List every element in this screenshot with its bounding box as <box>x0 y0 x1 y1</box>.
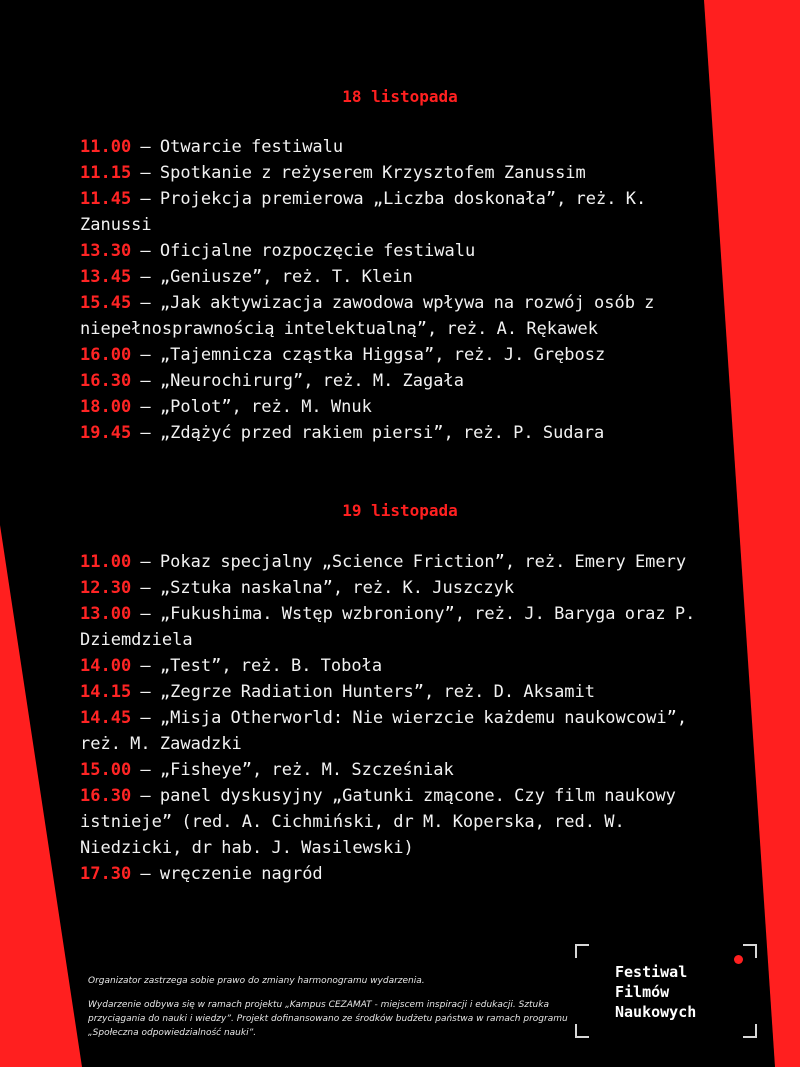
entry-separator: – <box>131 708 160 728</box>
logo-line-2: Filmów <box>615 983 670 1001</box>
entry-description: „Misja Otherworld: Nie wierzcie każdemu naukowcowi”, reż. M. Zawadzki <box>80 708 688 754</box>
day1-heading: 18 listopada <box>342 87 458 106</box>
schedule-entry <box>80 290 720 342</box>
schedule-entry <box>80 394 720 420</box>
entry-time: 13.00 <box>80 604 132 624</box>
logo-corner-bottom-left <box>575 1024 589 1038</box>
schedule-entry <box>80 264 720 290</box>
day2-schedule <box>80 549 720 887</box>
entry-time: 11.00 <box>80 137 132 157</box>
schedule-entry <box>80 238 720 264</box>
entry-description: „Zdążyć przed rakiem piersi”, reż. P. Sudara <box>159 423 605 443</box>
entry-description: „Neurochirurg”, reż. M. Zagała <box>159 371 464 391</box>
entry-time: 19.45 <box>80 423 132 443</box>
entry-description: Otwarcie festiwalu <box>159 137 344 157</box>
entry-description: „Test”, reż. B. Toboła <box>159 656 383 676</box>
logo-line-1: Festiwal <box>615 963 688 981</box>
footer-notes <box>88 974 568 1040</box>
entry-time: 13.45 <box>80 267 132 287</box>
entry-description: „Zegrze Radiation Hunters”, reż. D. Aksamit <box>159 682 596 702</box>
day2-heading: 19 listopada <box>342 501 458 520</box>
entry-time: 14.45 <box>80 708 132 728</box>
schedule-entry <box>80 420 720 446</box>
schedule-entry <box>80 549 720 575</box>
entry-separator: – <box>131 345 160 365</box>
entry-separator: – <box>131 786 160 806</box>
entry-separator: – <box>131 397 160 417</box>
entry-time: 11.15 <box>80 163 132 183</box>
logo-corner-bottom-right <box>743 1024 757 1038</box>
festival-logo <box>575 944 757 1038</box>
entry-time: 15.00 <box>80 760 132 780</box>
entry-time: 18.00 <box>80 397 132 417</box>
schedule-entry <box>80 368 720 394</box>
day1-schedule <box>80 134 720 446</box>
entry-separator: – <box>131 604 160 624</box>
entry-description: Pokaz specjalny „Science Friction”, reż. Emery Emery <box>159 552 687 572</box>
schedule-entry <box>80 342 720 368</box>
schedule-entry <box>80 861 720 887</box>
logo-text <box>615 962 696 1022</box>
entry-separator: – <box>131 760 160 780</box>
entry-time: 12.30 <box>80 578 132 598</box>
entry-separator: – <box>131 864 160 884</box>
schedule-entry <box>80 783 720 861</box>
entry-separator: – <box>131 371 160 391</box>
entry-description: „Geniusze”, reż. T. Klein <box>159 267 413 287</box>
entry-time: 16.00 <box>80 345 132 365</box>
entry-description: Oficjalne rozpoczęcie festiwalu <box>159 241 476 261</box>
entry-time: 13.30 <box>80 241 132 261</box>
entry-separator: – <box>131 189 160 209</box>
entry-time: 11.45 <box>80 189 132 209</box>
entry-time: 14.15 <box>80 682 132 702</box>
schedule-entry <box>80 160 720 186</box>
entry-separator: – <box>131 137 160 157</box>
schedule-entry <box>80 186 720 238</box>
entry-time: 17.30 <box>80 864 132 884</box>
entry-time: 16.30 <box>80 786 132 806</box>
entry-separator: – <box>131 578 160 598</box>
entry-time: 14.00 <box>80 656 132 676</box>
schedule-entry <box>80 679 720 705</box>
entry-description: „Fukushima. Wstęp wzbroniony”, reż. J. Baryga oraz P. Dziemdziela <box>80 604 696 650</box>
entry-time: 16.30 <box>80 371 132 391</box>
entry-description: „Polot”, reż. M. Wnuk <box>159 397 372 417</box>
entry-description: Spotkanie z reżyserem Krzysztofem Zanussim <box>159 163 586 183</box>
entry-description: „Tajemnicza cząstka Higgsa”, reż. J. Grębosz <box>159 345 606 365</box>
entry-description: wręczenie nagród <box>159 864 323 884</box>
footer-disclaimer: Organizator zastrzega sobie prawo do zmiany harmonogramu wydarzenia. <box>88 976 425 986</box>
entry-separator: – <box>131 293 160 313</box>
schedule-entry <box>80 601 720 653</box>
entry-separator: – <box>131 656 160 676</box>
schedule-entry <box>80 575 720 601</box>
entry-separator: – <box>131 241 160 261</box>
schedule-entry <box>80 757 720 783</box>
entry-time: 15.45 <box>80 293 132 313</box>
schedule-entry <box>80 705 720 757</box>
logo-corner-top-right <box>743 944 757 958</box>
entry-separator: – <box>131 682 160 702</box>
entry-description: „Fisheye”, reż. M. Szcześniak <box>159 760 454 780</box>
record-dot-icon <box>734 955 743 964</box>
schedule-entry <box>80 134 720 160</box>
entry-description: Projekcja premierowa „Liczba doskonała”, reż. K. Zanussi <box>80 189 647 235</box>
entry-separator: – <box>131 267 160 287</box>
entry-separator: – <box>131 552 160 572</box>
entry-description: panel dyskusyjny „Gatunki zmącone. Czy film naukowy istnieje” (red. A. Cichmiński, dr M. Koperska, red. W. Niedzicki, dr hab. J. Wasilewski) <box>80 786 676 858</box>
entry-description: „Sztuka naskalna”, reż. K. Juszczyk <box>159 578 515 598</box>
entry-separator: – <box>131 423 160 443</box>
footer-project-info: Wydarzenie odbywa się w ramach projektu „Kampus CEZAMAT - miejscem inspiracji i edukacji. Sztuka przyciągania do nauki i wiedzy”. Projekt dofinansowano ze środków budżetu państwa w ramach programu „Społeczna odpowiedzialność nauki”. <box>88 1000 568 1038</box>
logo-corner-top-left <box>575 944 589 958</box>
logo-line-3: Naukowych <box>615 1003 697 1021</box>
schedule-entry <box>80 653 720 679</box>
entry-separator: – <box>131 163 160 183</box>
entry-time: 11.00 <box>80 552 132 572</box>
entry-description: „Jak aktywizacja zawodowa wpływa na rozwój osób z niepełnosprawnością intelektualną”, reż. A. Rękawek <box>80 293 655 339</box>
